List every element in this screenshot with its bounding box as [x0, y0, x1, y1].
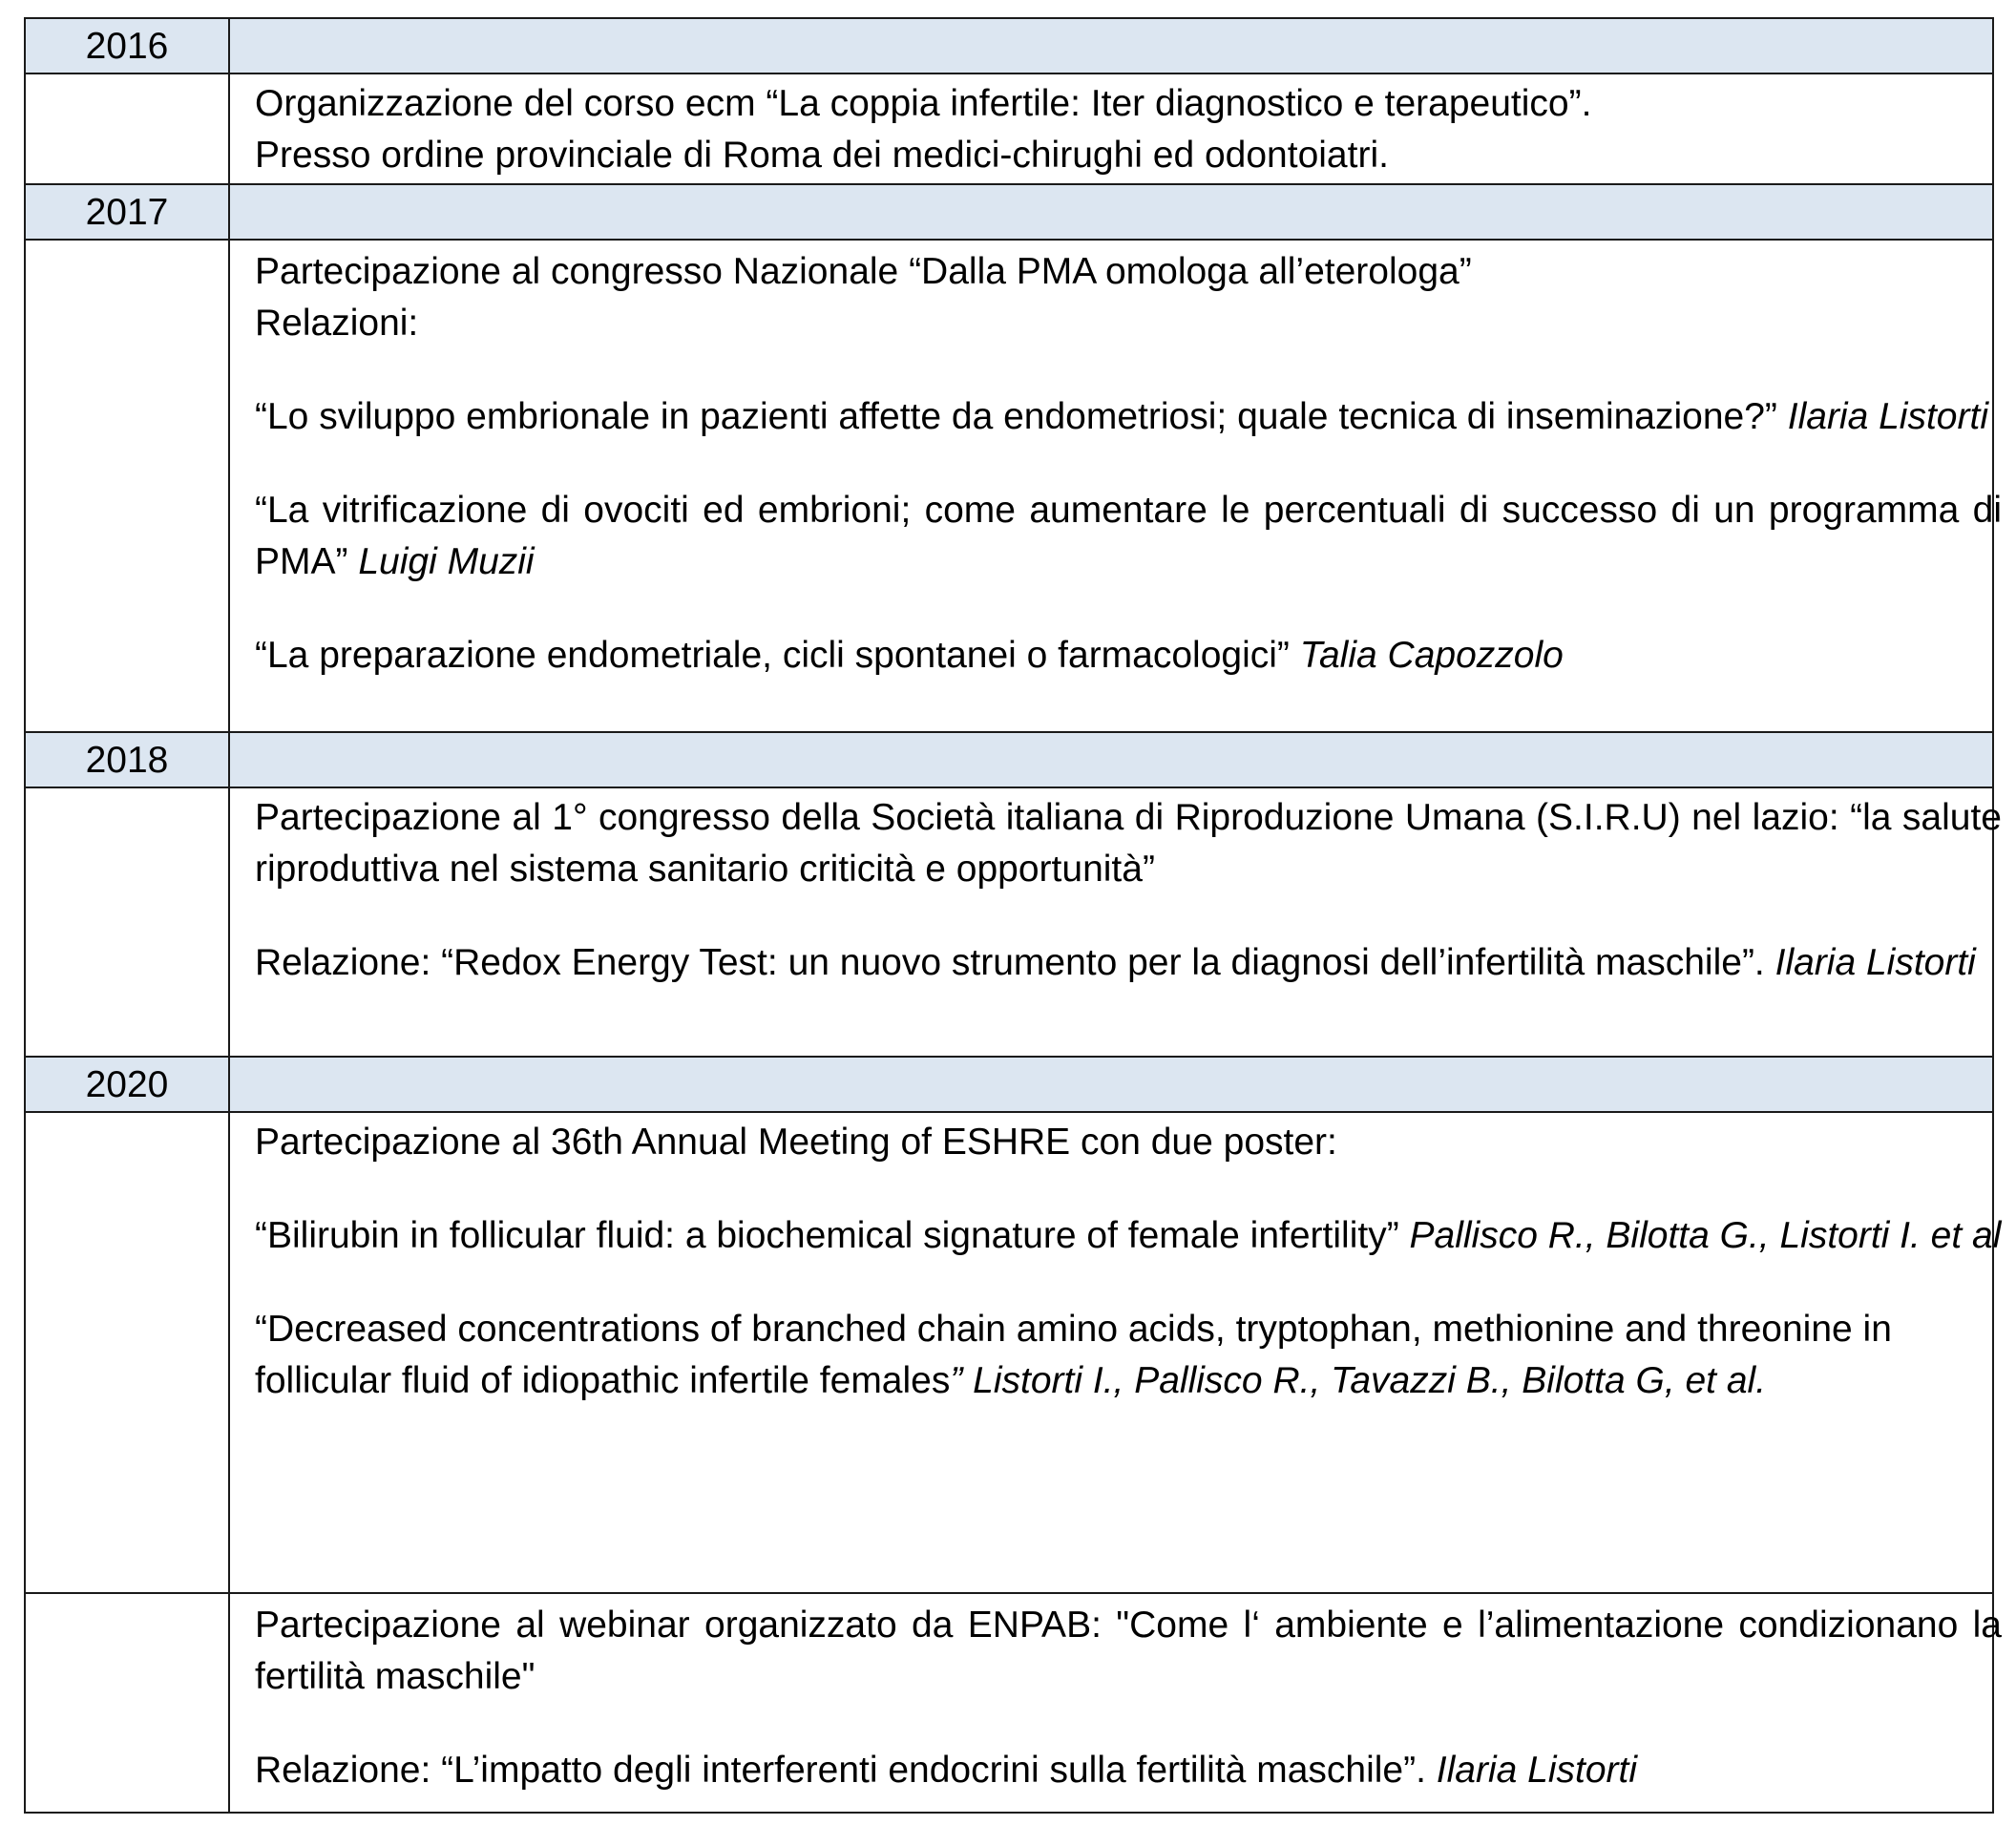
poster-authors: Pallisco R., Bilotta G., Listorti I. et al: [1409, 1215, 2002, 1256]
event-row: [24, 241, 2002, 733]
event-paragraph: Presso ordine provinciale di Roma dei medici-chirughi ed odontoiatri.: [255, 135, 1389, 176]
talk-author: Ilaria Listorti: [1787, 396, 1988, 437]
year-label: 2016: [26, 19, 230, 73]
talk-author: Ilaria Listorti: [1774, 942, 1976, 983]
talk-author: Luigi Muzii: [358, 541, 535, 582]
year-label: 2017: [26, 185, 230, 239]
talk-paragraph: [255, 485, 2002, 588]
poster-title: “Decreased concentrations of branched chain amino acids, tryptophan, methionine and threonine in follicular fluid of idiopathic infertile females: [255, 1309, 1892, 1401]
talk-title: Relazione: “Redox Energy Test: un nuovo strumento per la diagnosi dell’infertilità maschile”.: [255, 942, 1775, 983]
event-paragraph: Organizzazione del corso ecm “La coppia infertile: Iter diagnostico e terapeutico”.: [255, 83, 1592, 124]
event-paragraph: Partecipazione al webinar organizzato da ENPAB: "Come l‘ ambiente e l’alimentazione condizionano la fertilità maschile": [255, 1605, 2002, 1697]
talk-paragraph: [255, 937, 2002, 989]
empty-year-cell: [26, 1594, 230, 1812]
year-label: 2018: [26, 733, 230, 787]
year-row: [24, 17, 1994, 74]
event-paragraph: Partecipazione al congresso Nazionale “Dalla PMA omologa all’eterologa”: [255, 251, 1472, 292]
event-row: [24, 74, 1994, 185]
year-row: [24, 1056, 1994, 1113]
year-row: [24, 183, 1994, 241]
talk-title: “La preparazione endometriale, cicli spontanei o farmacologici”: [255, 635, 1300, 676]
event-row: [24, 788, 2002, 1058]
talk-author: Talia Capozzolo: [1299, 635, 1564, 676]
event-paragraph: Partecipazione al 36th Annual Meeting of ESHRE con due poster:: [255, 1122, 1337, 1163]
poster-title: “Bilirubin in follicular fluid: a biochemical signature of female infertility”: [255, 1215, 1410, 1256]
event-row: [24, 1113, 2002, 1594]
event-text: [255, 1117, 2002, 1407]
event-text: [255, 246, 2002, 682]
event-text: [255, 792, 2002, 989]
talk-title: Relazione: “L’impatto degli interferenti endocrini sulla fertilità maschile”.: [255, 1750, 1437, 1791]
poster-paragraph: [255, 1210, 2002, 1262]
talk-title: “La vitrificazione di ovociti ed embrioni; come aumentare le percentuali di successo di un programma di PMA”: [255, 490, 2002, 582]
empty-year-cell: [26, 74, 230, 183]
year-row: [24, 731, 1994, 788]
poster-authors: ” Listorti I., Pallisco R., Tavazzi B., Bilotta G, et al.: [950, 1360, 1767, 1401]
event-paragraph: Partecipazione al 1° congresso della Società italiana di Riproduzione Umana (S.I.R.U) nel lazio: “la salute riproduttiva nel sistema sanitario criticità e opportunità”: [255, 797, 2002, 890]
poster-paragraph: [255, 1304, 2002, 1407]
talk-author: Ilaria Listorti: [1436, 1750, 1637, 1791]
event-row: [24, 1592, 2002, 1814]
empty-year-cell: [26, 788, 230, 1056]
event-text: [255, 1600, 2002, 1796]
event-paragraph: Relazioni:: [255, 303, 419, 344]
talk-paragraph: [255, 391, 2002, 443]
talk-paragraph: [255, 1745, 2002, 1796]
event-text: [255, 78, 2002, 181]
empty-year-cell: [26, 241, 230, 731]
talk-title: “Lo sviluppo embrionale in pazienti affette da endometriosi; quale tecnica di inseminazione?”: [255, 396, 1788, 437]
talk-paragraph: [255, 630, 2002, 682]
empty-year-cell: [26, 1113, 230, 1592]
year-label: 2020: [26, 1058, 230, 1111]
